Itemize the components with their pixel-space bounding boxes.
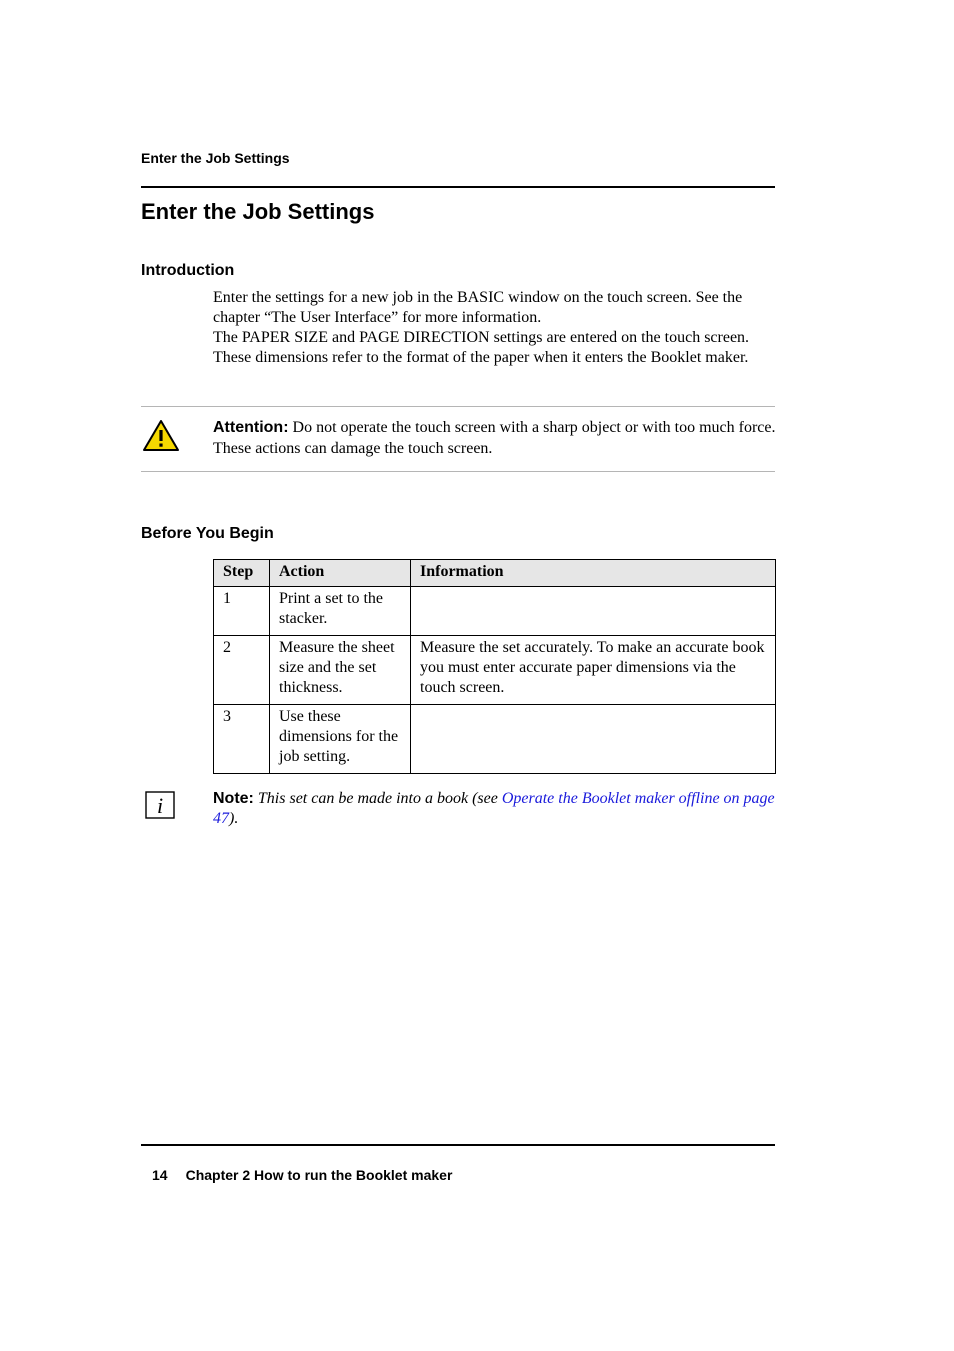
info-i-icon <box>145 791 175 819</box>
intro-paragraph: Enter the settings for a new job in the BASIC window on the touch screen. See the chapter “The User Interface” for more information. <box>213 289 743 326</box>
attention-message: Do not operate the touch screen with a sharp object or with too much force. These actions can damage the touch screen. <box>213 419 776 457</box>
attention-text <box>213 417 778 459</box>
warning-triangle-icon <box>142 419 180 452</box>
intro-paragraph: The PAPER SIZE and PAGE DIRECTION settings are entered on the touch screen. These dimensions refer to the format of the paper when it enters the Booklet maker. <box>213 329 750 366</box>
information-cell <box>411 587 776 636</box>
step-cell: 3 <box>214 705 270 774</box>
running-head: Enter the Job Settings <box>141 150 290 166</box>
action-cell: Print a set to the stacker. <box>270 587 411 636</box>
column-header: Step <box>214 560 270 587</box>
introduction-body <box>213 288 778 368</box>
footer-chapter: Chapter 2 How to run the Booklet maker <box>185 1167 453 1183</box>
table-header-row <box>214 560 776 587</box>
table-row <box>214 705 776 774</box>
header-rule <box>141 186 775 188</box>
note-message-end: ). <box>229 810 239 827</box>
table-row <box>214 636 776 705</box>
attention-rule-top <box>141 406 775 407</box>
step-cell: 1 <box>214 587 270 636</box>
page-title: Enter the Job Settings <box>141 199 375 224</box>
note-text <box>213 789 778 829</box>
step-cell: 2 <box>214 636 270 705</box>
column-header: Action <box>270 560 411 587</box>
steps-table <box>213 559 776 774</box>
table-row <box>214 587 776 636</box>
note-message: This set can be made into a book (see <box>253 790 502 807</box>
action-cell: Use these dimensions for the job setting. <box>270 705 411 774</box>
information-cell: Measure the set accurately. To make an accurate book you must enter accurate paper dimensions via the touch screen. <box>411 636 776 705</box>
column-header: Information <box>411 560 776 587</box>
attention-rule-bottom <box>141 471 775 472</box>
note-label: Note: <box>213 790 254 807</box>
operate-offline-link[interactable]: Operate the Booklet maker offline on page 47 <box>213 790 775 827</box>
svg-text:i: i <box>156 793 164 818</box>
introduction-heading: Introduction <box>141 262 235 279</box>
page-number: 14 <box>152 1167 168 1183</box>
footer-rule <box>141 1144 775 1146</box>
action-cell: Measure the sheet size and the set thickness. <box>270 636 411 705</box>
information-cell <box>411 705 776 774</box>
footer <box>152 1167 452 1183</box>
before-heading: Before You Begin <box>141 525 274 542</box>
attention-label: Attention: <box>213 419 289 436</box>
